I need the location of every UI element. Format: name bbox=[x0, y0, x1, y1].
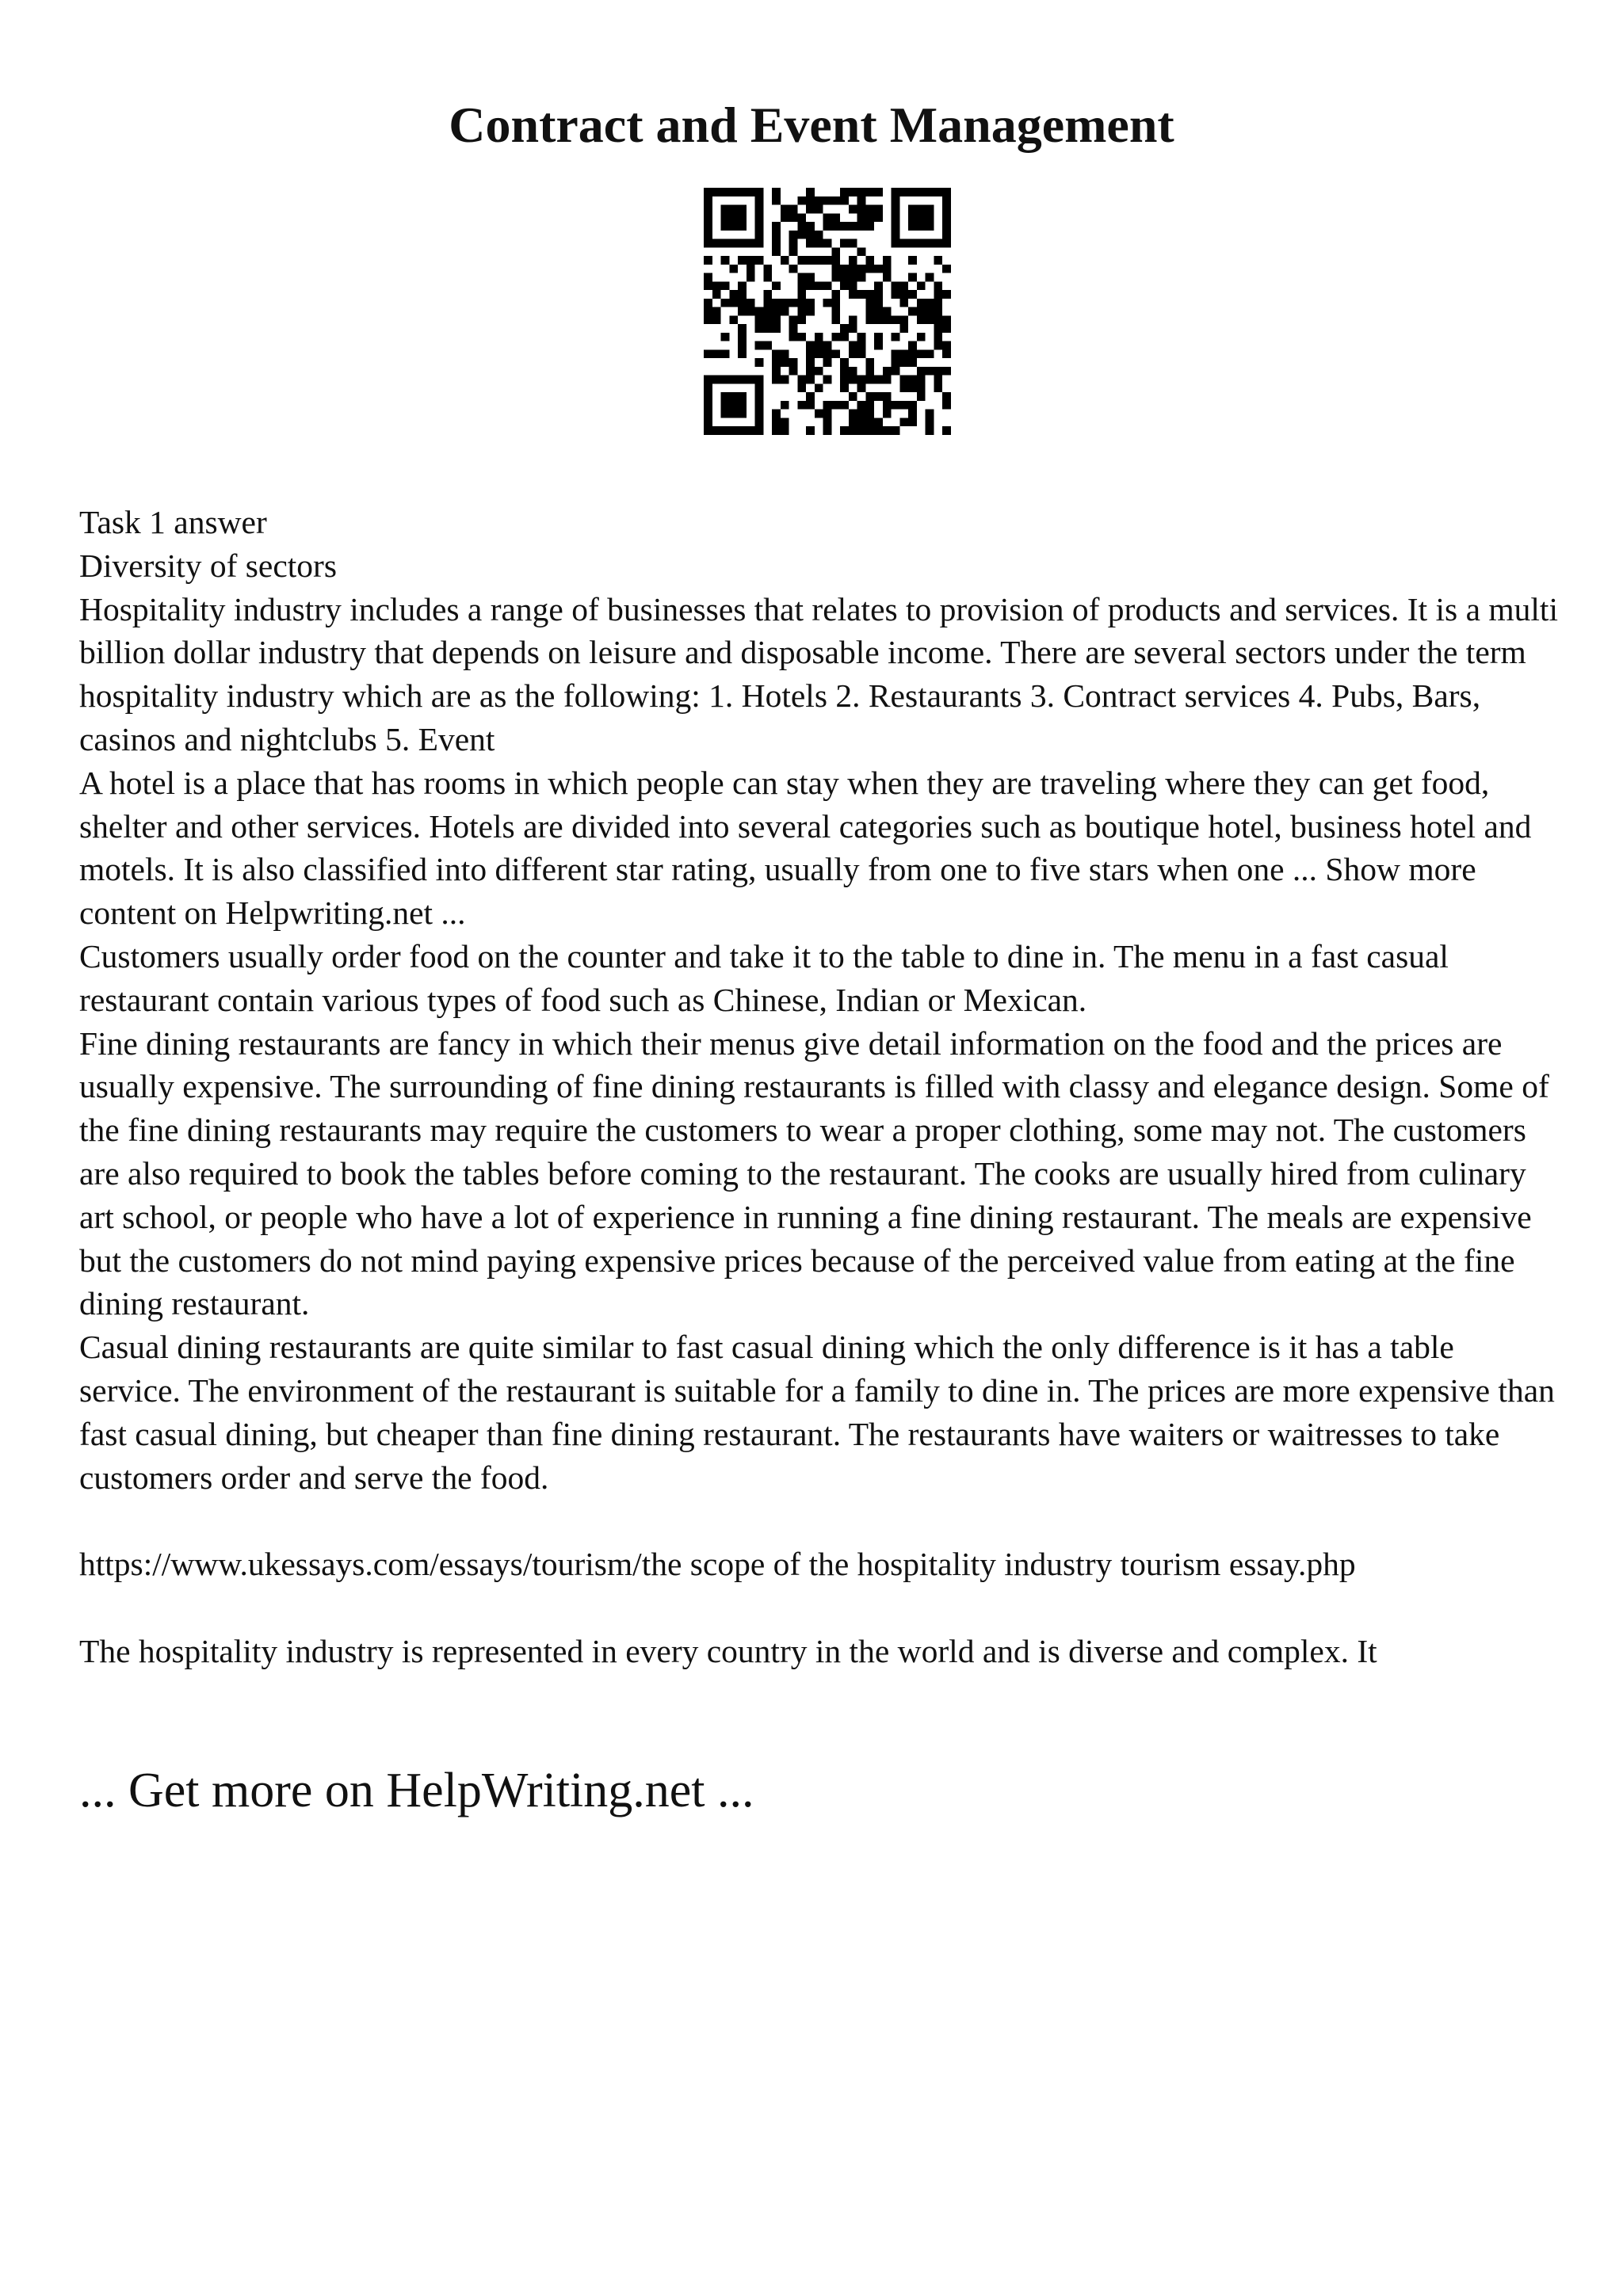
qr-code bbox=[704, 188, 951, 435]
task-heading: Task 1 answer bbox=[79, 504, 267, 540]
document-title: Contract and Event Management bbox=[449, 97, 1174, 153]
spacer bbox=[79, 1586, 1561, 1630]
get-more-link[interactable]: ... Get more on HelpWriting.net ... bbox=[79, 1764, 754, 1817]
paragraph-hotel: A hotel is a place that has rooms in which people can stay when they are traveling where they can get food, shelter and other services. Hotels are divided into several categories such as boutique hotel, business hotel and motels. It is also classified into different star rating, usually from one to five stars when one ... Show more content on Helpwriting.net ... bbox=[79, 764, 1532, 932]
paragraph-fine-dining: Fine dining restaurants are fancy in which their menus give detail information on the food and the prices are usually expensive. The surrounding of fine dining restaurants is filled with classy and elegance design. Some of the fine dining restaurants may require the customers to wear a proper clothing, some may not. The customers are also required to book the tables before coming to the restaurant. The cooks are usually hired from culinary art school, or people who have a lot of experience in running a fine dining restaurant. The meals are expensive but the customers do not mind paying expensive prices because of the perceived value from eating at the fine dining restaurant. bbox=[79, 1024, 1549, 1322]
source-url: https://www.ukessays.com/essays/tourism/the scope of the hospitality industry tourism essay.php bbox=[79, 1546, 1356, 1583]
paragraph-truncated: The hospitality industry is represented in every country in the world and is diverse and complex. It bbox=[79, 1632, 1377, 1669]
paragraph-intro: Hospitality industry includes a range of businesses that relates to provision of products and services. It is a multi billion dollar industry that depends on leisure and disposable income. There are several sectors under the term hospitality industry which are as the following: 1. Hotels 2. Restaurants 3. Contract services 4. Pubs, Bars, casinos and nightclubs 5. Event bbox=[79, 590, 1558, 757]
section-heading: Diversity of sectors bbox=[79, 547, 338, 584]
paragraph-casual-dining: Casual dining restaurants are quite similar to fast casual dining which the only difference is it has a table service. The environment of the restaurant is suitable for a family to dine in. The prices are more expensive than fast casual dining, but cheaper than fine dining restaurant. The restaurants have waiters or waitresses to take customers order and serve the food. bbox=[79, 1329, 1555, 1496]
document-body bbox=[79, 501, 1561, 1673]
qr-code-graphic bbox=[704, 188, 951, 435]
spacer bbox=[79, 1499, 1561, 1543]
paragraph-fast-casual: Customers usually order food on the counter and take it to the table to dine in. The menu in a fast casual restaurant contain various types of food such as Chinese, Indian or Mexican. bbox=[79, 937, 1449, 1018]
